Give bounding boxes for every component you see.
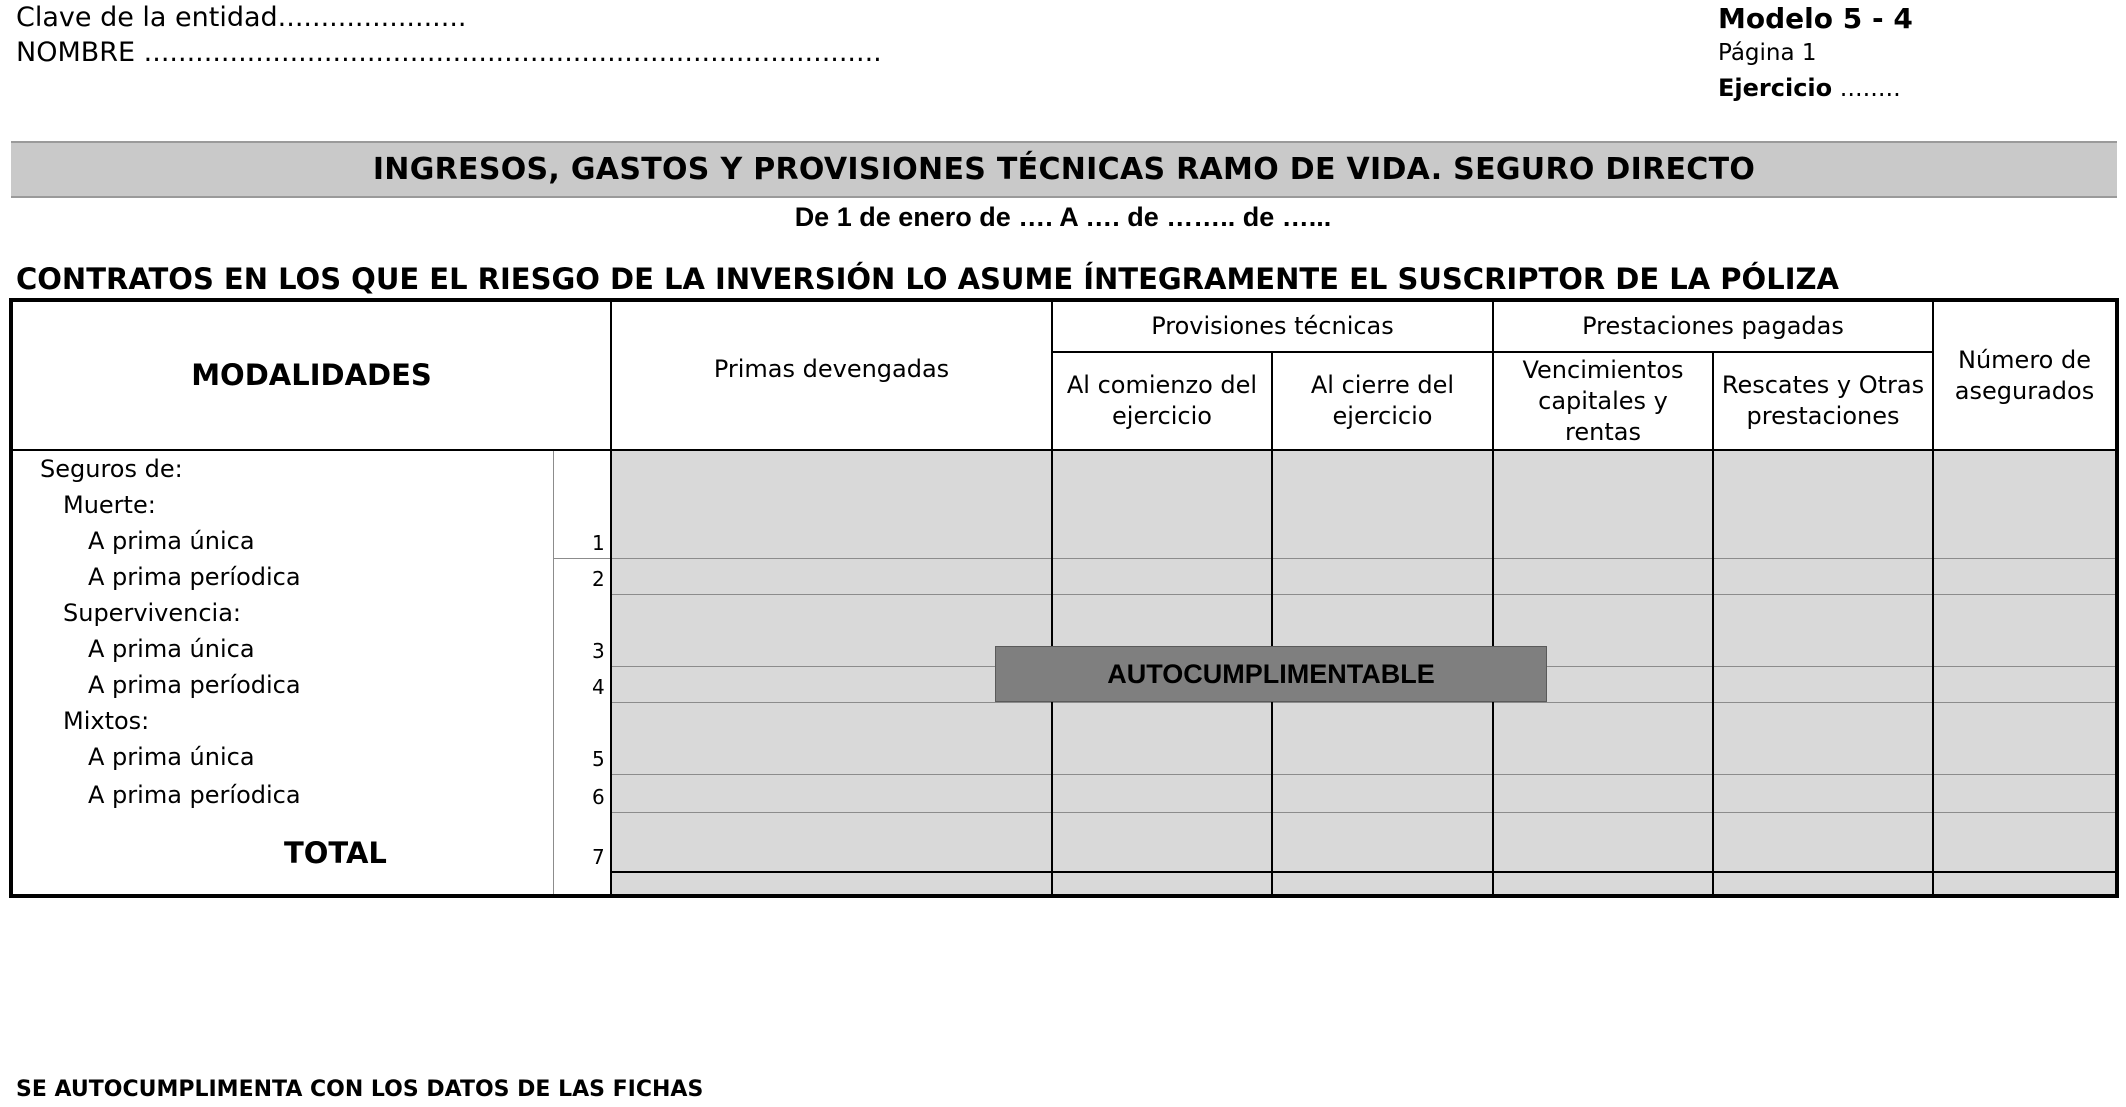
number-col-divider (553, 451, 554, 894)
footer-note: SE AUTOCUMPLIMENTA CON LOS DATOS DE LAS FICHAS (16, 1077, 704, 1102)
row-label-total: TOTAL (284, 836, 387, 870)
primas-header: Primas devengadas (713, 355, 950, 383)
form-title: INGRESOS, GASTOS Y PROVISIONES TÉCNICAS RAMO DE VIDA. SEGURO DIRECTO (11, 141, 2117, 198)
exercise-line (1718, 74, 1901, 102)
row-label-mixtos-unica: A prima única (88, 743, 255, 771)
entity-key-field: Clave de la entidad...................... (16, 2, 467, 33)
row-label-muerte-periodica: A prima períodica (88, 563, 301, 591)
row-number: 6 (592, 785, 605, 809)
modalidades-header: MODALIDADES (191, 358, 432, 392)
row-label-muerte-unica: A prima única (88, 527, 255, 555)
prov-inicio-header: Al comienzo del ejercicio (1066, 371, 1258, 430)
page-label: Página 1 (1718, 40, 1817, 66)
exercise-value: ........ (1832, 74, 1901, 102)
row-label-superv-periodica: A prima períodica (88, 671, 301, 699)
entity-name-field: NOMBRE ...................................................................................... (16, 37, 882, 68)
prov-cierre-header: Al cierre del ejercicio (1310, 371, 1455, 430)
row-label-muerte: Muerte: (63, 491, 156, 519)
row-label-mixtos: Mixtos: (63, 707, 150, 735)
row-number: 2 (592, 567, 605, 591)
row-number: 7 (592, 845, 605, 869)
row-number: 1 (592, 531, 605, 555)
date-range-line: De 1 de enero de …. A …. de …….. de …... (794, 202, 1332, 232)
rescates-header: Rescates y Otras prestaciones (1721, 371, 1925, 430)
row-line (611, 812, 2115, 813)
vencimientos-header: Vencimientos capitales y rentas (1522, 355, 1684, 446)
total-line (611, 871, 2115, 873)
provisiones-header: Provisiones técnicas (1151, 312, 1394, 340)
prestaciones-header: Prestaciones pagadas (1582, 312, 1844, 340)
row-label-supervivencia: Supervivencia: (63, 599, 242, 627)
row-label-mixtos-periodica: A prima períodica (88, 781, 301, 809)
row-line (611, 774, 2115, 775)
autocumplimentable-banner: AUTOCUMPLIMENTABLE (995, 646, 1547, 702)
row-line (611, 594, 2115, 595)
row-label-seguros: Seguros de: (40, 455, 183, 483)
row-number: 5 (592, 747, 605, 771)
row-number: 4 (592, 675, 605, 699)
exercise-label: Ejercicio (1718, 74, 1833, 102)
row-number: 3 (592, 639, 605, 663)
asegurados-header: Número de asegurados (1954, 345, 2095, 405)
row-line (553, 558, 2115, 559)
section-title: CONTRATOS EN LOS QUE EL RIESGO DE LA INVERSIÓN LO ASUME ÍNTEGRAMENTE EL SUSCRIPTOR DE LA PÓLIZA (16, 262, 1839, 296)
row-label-superv-unica: A prima única (88, 635, 255, 663)
row-line (611, 702, 2115, 703)
model-label: Modelo 5 - 4 (1718, 2, 1913, 35)
header-bottom-line (13, 449, 2115, 451)
